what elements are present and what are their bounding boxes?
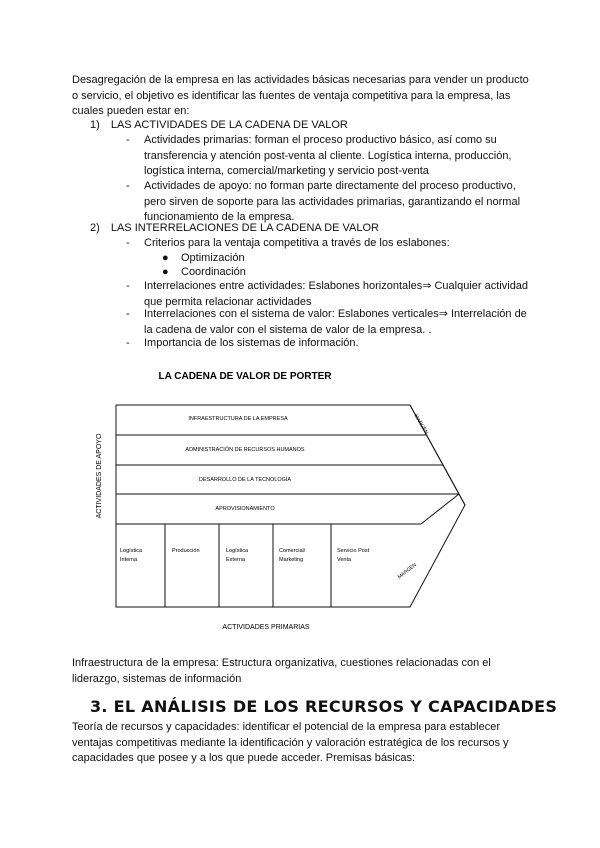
section-1-title: LAS ACTIVIDADES DE LA CADENA DE VALOR <box>110 119 348 131</box>
intro-paragraph: Desagregación de la empresa en las actividades básicas necesarias para vender un producto o servicio, el objetivo es identificar las fuentes de ventaja competitiva para la empresa, las cuales pueden estar en: <box>72 74 529 117</box>
primary-col-line2: Interna <box>120 557 138 563</box>
section-2-heading <box>90 221 530 236</box>
margin-label-top: MARGEN <box>412 413 430 436</box>
diagram-title: LA CADENA DE VALOR DE PORTER <box>158 371 332 382</box>
section-3-paragraph: Teoría de recursos y capacidades: identificar el potencial de la empresa para establecer ventajas competitivas mediante la identificación y valoración estratégica de los recursos y capacidades que posee y a los que puede acceder. Premisas básicas: <box>72 721 509 764</box>
bullet-optimizacion: Optimización <box>181 252 245 264</box>
section-2-number: 2) <box>90 222 100 234</box>
primary-activities-text: Actividades primarias: forman el proceso productivo básico, así como su transferencia y atención post-venta al cliente. Logística interna, producción, logística interna, comercial/marketing y servicio post-venta <box>144 134 512 177</box>
margin-edge <box>421 494 459 524</box>
criteria-text: Criterios para la ventaja competitiva a través de los eslabones: <box>144 237 450 249</box>
porter-value-chain-diagram <box>0 360 600 640</box>
primary-col-line1: Servicio Post <box>337 548 370 554</box>
section-1-heading <box>90 118 530 133</box>
primary-activities-label: ACTIVIDADES PRIMARIAS <box>222 624 310 631</box>
section-3-heading: 3. EL ANÁLISIS DE LOS RECURSOS Y CAPACIDADES <box>90 697 558 716</box>
support-activities-label: ACTIVIDADES DE APOYO <box>96 433 103 519</box>
bullet-coordinacion: Coordinación <box>181 266 246 278</box>
support-row-label: APROVISIONAMIENTO <box>215 506 275 512</box>
primary-col-line1: Logística <box>226 548 249 554</box>
primary-col-line2: Venta <box>337 557 352 563</box>
support-row-label: DESARROLLO DE LA TECNOLOGÍA <box>198 477 292 483</box>
vertical-links-text: Interrelaciones con el sistema de valor: Eslabones verticales⇒ Interrelación de la cadena de valor con el sistema de valor de la empresa. . <box>144 308 527 336</box>
primary-col-line1: Producción <box>172 548 200 554</box>
primary-col-line2: Marketing <box>279 557 304 563</box>
support-row-label: ADMINISTRACIÓN DE RECURSOS HUMANOS <box>185 447 305 453</box>
section-1-number: 1) <box>90 119 100 131</box>
support-row-label: INFRAESTRUCTURA DE LA EMPRESA <box>188 416 288 422</box>
primary-col-line2: Externa <box>226 557 245 563</box>
margin-label-bottom: MARGEN <box>396 562 418 581</box>
info-systems-text: Importancia de los sistemas de información. <box>144 337 359 349</box>
section-2-title: LAS INTERRELACIONES DE LA CADENA DE VALOR <box>110 222 380 234</box>
horizontal-links-text: Interrelaciones entre actividades: Eslabones horizontales⇒ Cualquier actividad que permita relacionar actividades <box>144 280 529 308</box>
primary-col-line1: Comercial/ <box>279 548 306 554</box>
after-diagram-paragraph: Infraestructura de la empresa: Estructura organizativa, cuestiones relacionadas con el liderazgo, sistemas de información <box>72 657 491 685</box>
support-activities-text: Actividades de apoyo: no forman parte directamente del proceso productivo, pero sirven de soporte para las actividades primarias, garantizando el normal funcionamiento de la empresa. <box>144 180 521 223</box>
primary-col-line1: Logística <box>120 548 143 554</box>
